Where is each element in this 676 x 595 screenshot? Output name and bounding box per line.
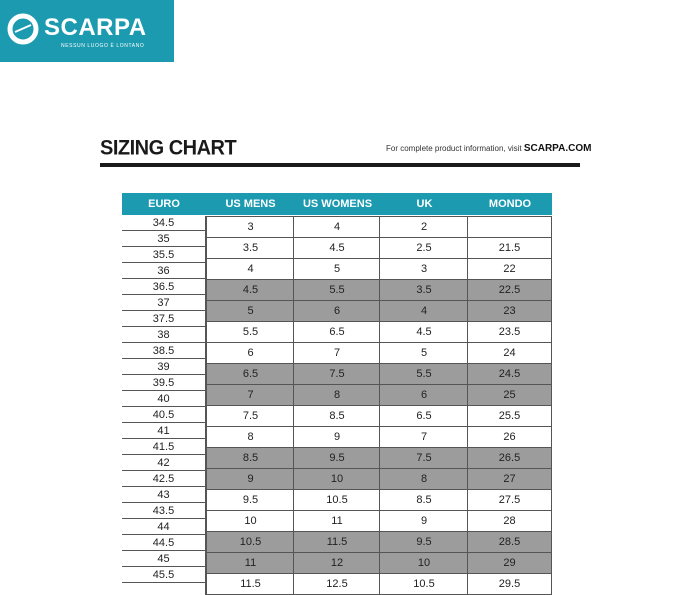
euro-size-cell: 44 bbox=[122, 520, 206, 535]
size-cell-mondo bbox=[467, 216, 552, 238]
size-cell-mondo: 24.5 bbox=[467, 363, 552, 385]
size-cell-uk: 10 bbox=[379, 552, 469, 574]
size-cell-uk: 8 bbox=[379, 468, 469, 490]
size-cell-us-womens: 8.5 bbox=[293, 405, 381, 427]
euro-size-cell: 35 bbox=[122, 232, 206, 247]
size-cell-us-womens: 9.5 bbox=[293, 447, 381, 469]
size-cell-us-mens: 8.5 bbox=[205, 447, 295, 469]
size-cell-us-womens: 5 bbox=[293, 258, 381, 280]
euro-size-cell: 38.5 bbox=[122, 344, 206, 359]
size-cell-uk: 3.5 bbox=[379, 279, 469, 301]
size-cell-us-mens: 5.5 bbox=[205, 321, 295, 343]
size-cell-us-mens: 10.5 bbox=[205, 531, 295, 553]
size-cell-us-womens: 9 bbox=[293, 426, 381, 448]
table-row bbox=[206, 384, 676, 406]
euro-size-cell: 40.5 bbox=[122, 408, 206, 423]
size-cell-uk: 2 bbox=[379, 216, 469, 238]
table-row bbox=[206, 510, 676, 532]
table-row bbox=[206, 363, 676, 385]
table-row bbox=[206, 300, 676, 322]
size-cell-mondo: 25.5 bbox=[467, 405, 552, 427]
euro-size-cell: 43.5 bbox=[122, 504, 206, 519]
size-cell-us-womens: 4 bbox=[293, 216, 381, 238]
euro-size-cell: 42 bbox=[122, 456, 206, 471]
euro-size-cell: 34.5 bbox=[122, 216, 206, 231]
size-cell-us-womens: 11.5 bbox=[293, 531, 381, 553]
size-cell-uk: 9 bbox=[379, 510, 469, 532]
info-note-text: For complete product information, visit bbox=[386, 144, 524, 153]
size-cell-uk: 5 bbox=[379, 342, 469, 364]
size-cell-mondo: 26 bbox=[467, 426, 552, 448]
size-cell-us-mens: 10 bbox=[205, 510, 295, 532]
size-cell-us-mens: 8 bbox=[205, 426, 295, 448]
size-cell-mondo: 27 bbox=[467, 468, 552, 490]
column-header-us-mens: US MENS bbox=[206, 193, 295, 215]
size-cell-uk: 4.5 bbox=[379, 321, 469, 343]
size-cell-uk: 6 bbox=[379, 384, 469, 406]
size-cell-mondo: 26.5 bbox=[467, 447, 552, 469]
title-divider bbox=[100, 163, 580, 167]
euro-size-cell: 44.5 bbox=[122, 536, 206, 551]
size-cell-us-mens: 11.5 bbox=[205, 573, 295, 595]
size-cell-us-mens: 7.5 bbox=[205, 405, 295, 427]
euro-size-cell: 38 bbox=[122, 328, 206, 343]
size-cell-mondo: 27.5 bbox=[467, 489, 552, 511]
column-header-uk: UK bbox=[380, 193, 469, 215]
euro-size-cell: 41 bbox=[122, 424, 206, 439]
size-cell-mondo: 28.5 bbox=[467, 531, 552, 553]
table-row bbox=[206, 342, 676, 364]
euro-size-cell: 39.5 bbox=[122, 376, 206, 391]
scarpa-emblem-icon bbox=[6, 12, 40, 46]
size-cell-uk: 2.5 bbox=[379, 237, 469, 259]
euro-size-cell: 41.5 bbox=[122, 440, 206, 455]
table-row bbox=[206, 552, 676, 574]
size-cell-us-womens: 4.5 bbox=[293, 237, 381, 259]
size-cell-us-mens: 6 bbox=[205, 342, 295, 364]
euro-size-cell: 43 bbox=[122, 488, 206, 503]
euro-size-cell: 36 bbox=[122, 264, 206, 279]
size-cell-us-womens: 10.5 bbox=[293, 489, 381, 511]
size-cell-us-mens: 3.5 bbox=[205, 237, 295, 259]
euro-size-cell: 45 bbox=[122, 552, 206, 567]
euro-size-cell: 45.5 bbox=[122, 568, 206, 583]
table-row bbox=[206, 489, 676, 511]
size-cell-mondo: 29.5 bbox=[467, 573, 552, 595]
table-row bbox=[206, 321, 676, 343]
size-cell-us-mens: 9.5 bbox=[205, 489, 295, 511]
size-cell-uk: 7 bbox=[379, 426, 469, 448]
size-cell-us-mens: 6.5 bbox=[205, 363, 295, 385]
table-row bbox=[206, 426, 676, 448]
size-cell-us-womens: 7.5 bbox=[293, 363, 381, 385]
size-cell-mondo: 22 bbox=[467, 258, 552, 280]
size-cell-us-womens: 12.5 bbox=[293, 573, 381, 595]
size-cell-us-mens: 4.5 bbox=[205, 279, 295, 301]
column-header-mondo: MONDO bbox=[468, 193, 552, 215]
table-row bbox=[206, 468, 676, 490]
table-row bbox=[206, 237, 676, 259]
size-cell-us-womens: 7 bbox=[293, 342, 381, 364]
size-cell-us-womens: 8 bbox=[293, 384, 381, 406]
size-cell-mondo: 23.5 bbox=[467, 321, 552, 343]
size-cell-us-womens: 5.5 bbox=[293, 279, 381, 301]
size-cell-uk: 7.5 bbox=[379, 447, 469, 469]
table-row bbox=[206, 531, 676, 553]
table-row bbox=[206, 216, 676, 238]
brand-tagline: NESSUN LUOGO È LONTANO bbox=[61, 43, 145, 49]
euro-size-cell: 35.5 bbox=[122, 248, 206, 263]
size-cell-mondo: 22.5 bbox=[467, 279, 552, 301]
euro-size-cell: 37 bbox=[122, 296, 206, 311]
page-title: SIZING CHART bbox=[100, 136, 237, 160]
euro-size-cell: 36.5 bbox=[122, 280, 206, 295]
size-cell-us-womens: 10 bbox=[293, 468, 381, 490]
size-cell-mondo: 28 bbox=[467, 510, 552, 532]
size-cell-uk: 8.5 bbox=[379, 489, 469, 511]
euro-size-cell: 42.5 bbox=[122, 472, 206, 487]
brand-name: SCARPA bbox=[44, 14, 147, 41]
size-cell-us-womens: 6 bbox=[293, 300, 381, 322]
size-cell-us-mens: 3 bbox=[205, 216, 295, 238]
table-row bbox=[206, 573, 676, 595]
size-cell-us-mens: 11 bbox=[205, 552, 295, 574]
column-header-euro: EURO bbox=[122, 193, 206, 215]
size-cell-mondo: 24 bbox=[467, 342, 552, 364]
size-cell-uk: 9.5 bbox=[379, 531, 469, 553]
euro-size-cell: 37.5 bbox=[122, 312, 206, 327]
size-cell-us-womens: 6.5 bbox=[293, 321, 381, 343]
euro-size-cell: 39 bbox=[122, 360, 206, 375]
size-cell-uk: 5.5 bbox=[379, 363, 469, 385]
size-cell-uk: 3 bbox=[379, 258, 469, 280]
column-header-us-womens: US WOMENS bbox=[294, 193, 381, 215]
size-cell-mondo: 25 bbox=[467, 384, 552, 406]
size-cell-uk: 10.5 bbox=[379, 573, 469, 595]
size-cell-mondo: 29 bbox=[467, 552, 552, 574]
size-cell-us-womens: 12 bbox=[293, 552, 381, 574]
size-cell-us-mens: 5 bbox=[205, 300, 295, 322]
size-cell-us-mens: 4 bbox=[205, 258, 295, 280]
euro-size-cell: 40 bbox=[122, 392, 206, 407]
size-cell-us-mens: 9 bbox=[205, 468, 295, 490]
size-cell-us-mens: 7 bbox=[205, 384, 295, 406]
site-link[interactable]: SCARPA.COM bbox=[523, 143, 592, 154]
table-row bbox=[206, 405, 676, 427]
size-cell-us-womens: 11 bbox=[293, 510, 381, 532]
info-note bbox=[386, 143, 592, 154]
size-cell-mondo: 21.5 bbox=[467, 237, 552, 259]
size-cell-mondo: 23 bbox=[467, 300, 552, 322]
size-cell-uk: 6.5 bbox=[379, 405, 469, 427]
table-row bbox=[206, 447, 676, 469]
scarpa-logo[interactable] bbox=[0, 0, 174, 62]
size-cell-uk: 4 bbox=[379, 300, 469, 322]
table-row bbox=[206, 279, 676, 301]
table-row bbox=[206, 258, 676, 280]
